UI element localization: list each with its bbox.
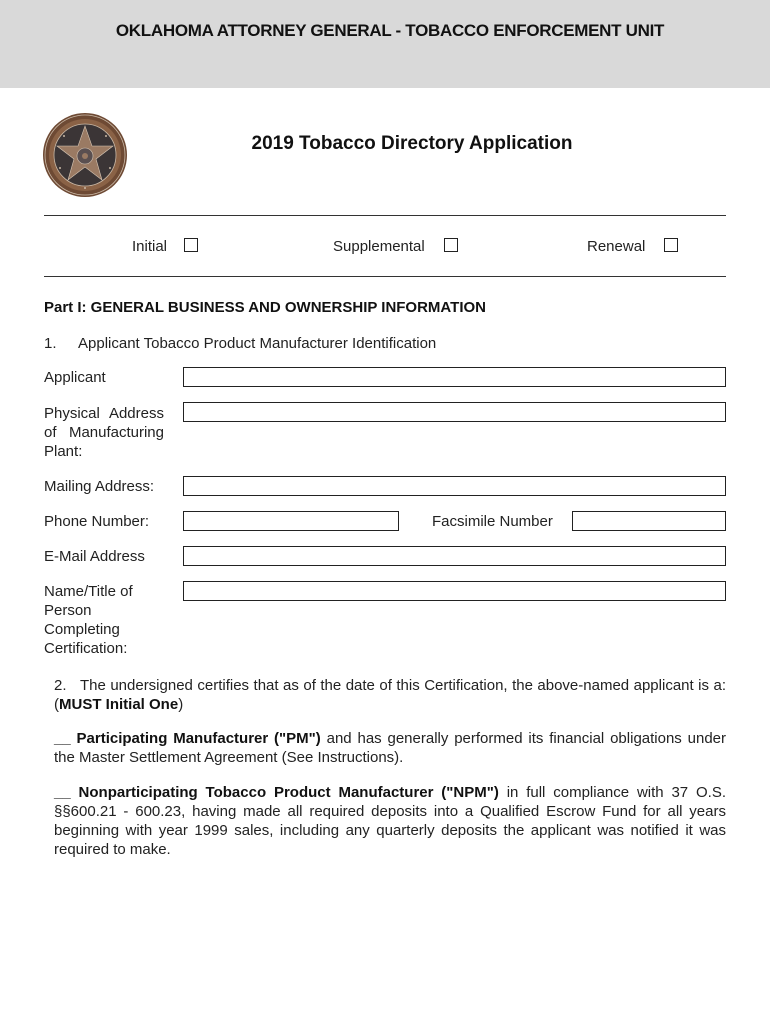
- email-field[interactable]: [183, 546, 726, 566]
- fax-field[interactable]: [572, 511, 726, 531]
- question-2-text: The undersigned certifies that as of the date of this Certification, the above-named applicant is a: (: [54, 677, 726, 713]
- mailing-address-field[interactable]: [183, 476, 726, 496]
- npm-title: Nonparticipating Tobacco Product Manufacturer ("NPM"): [78, 784, 499, 801]
- section-title: Part I: GENERAL BUSINESS AND OWNERSHIP INFORMATION: [44, 299, 486, 316]
- name-title-label: Name/Title of Person Completing Certification:: [44, 583, 133, 657]
- phone-label: Phone Number:: [44, 513, 150, 530]
- email-label: E-Mail Address: [44, 548, 145, 565]
- question-2-number: 2.: [54, 677, 67, 694]
- question-2-close: ): [178, 696, 184, 713]
- npm-option: [54, 783, 726, 859]
- npm-text: in full compliance with 37 O.S. §§600.21 - 600.23, having made all required deposits into a Qualified Escrow Fund for all years beginning with year 1999 sales, including any quarterly deposits the applicant was notified it was required to make.: [54, 784, 726, 858]
- must-initial-note: MUST Initial One: [59, 696, 179, 713]
- applicant-field[interactable]: [183, 367, 726, 387]
- type-label-supplemental: Supplemental: [333, 238, 425, 255]
- pm-text: and has generally performed its financial obligations under the Master Settlement Agreement (See Instructions).: [54, 730, 727, 766]
- header-band: [0, 0, 770, 88]
- divider-top: [44, 215, 726, 216]
- phone-field[interactable]: [183, 511, 399, 531]
- npm-initial-blank[interactable]: __: [54, 784, 71, 801]
- name-title-field[interactable]: [183, 581, 726, 601]
- physical-address-field[interactable]: [183, 402, 726, 422]
- type-label-initial: Initial: [132, 238, 168, 255]
- pm-option: [54, 729, 726, 767]
- fax-label: Facsimile Number: [432, 513, 553, 530]
- checkbox-initial[interactable]: [184, 238, 198, 252]
- pm-initial-blank[interactable]: __: [54, 730, 71, 747]
- checkbox-supplemental[interactable]: [444, 238, 458, 252]
- state-seal-icon: [42, 112, 128, 198]
- question-1-text: Applicant Tobacco Product Manufacturer Identification: [78, 335, 437, 352]
- physical-address-label: Physical Address of Manufacturing Plant:: [44, 405, 164, 460]
- mailing-address-label: Mailing Address:: [44, 478, 155, 495]
- type-label-renewal: Renewal: [587, 238, 646, 255]
- checkbox-renewal[interactable]: [664, 238, 678, 252]
- pm-title: Participating Manufacturer ("PM"): [76, 730, 321, 747]
- question-1-number: 1.: [44, 335, 57, 352]
- document-title: 2019 Tobacco Directory Application: [251, 133, 573, 154]
- header-title: OKLAHOMA ATTORNEY GENERAL - TOBACCO ENFORCEMENT UNIT: [115, 21, 665, 40]
- question-2: [54, 676, 726, 714]
- divider-bottom: [44, 276, 726, 277]
- applicant-label: Applicant: [44, 369, 106, 386]
- question-1: [44, 335, 436, 352]
